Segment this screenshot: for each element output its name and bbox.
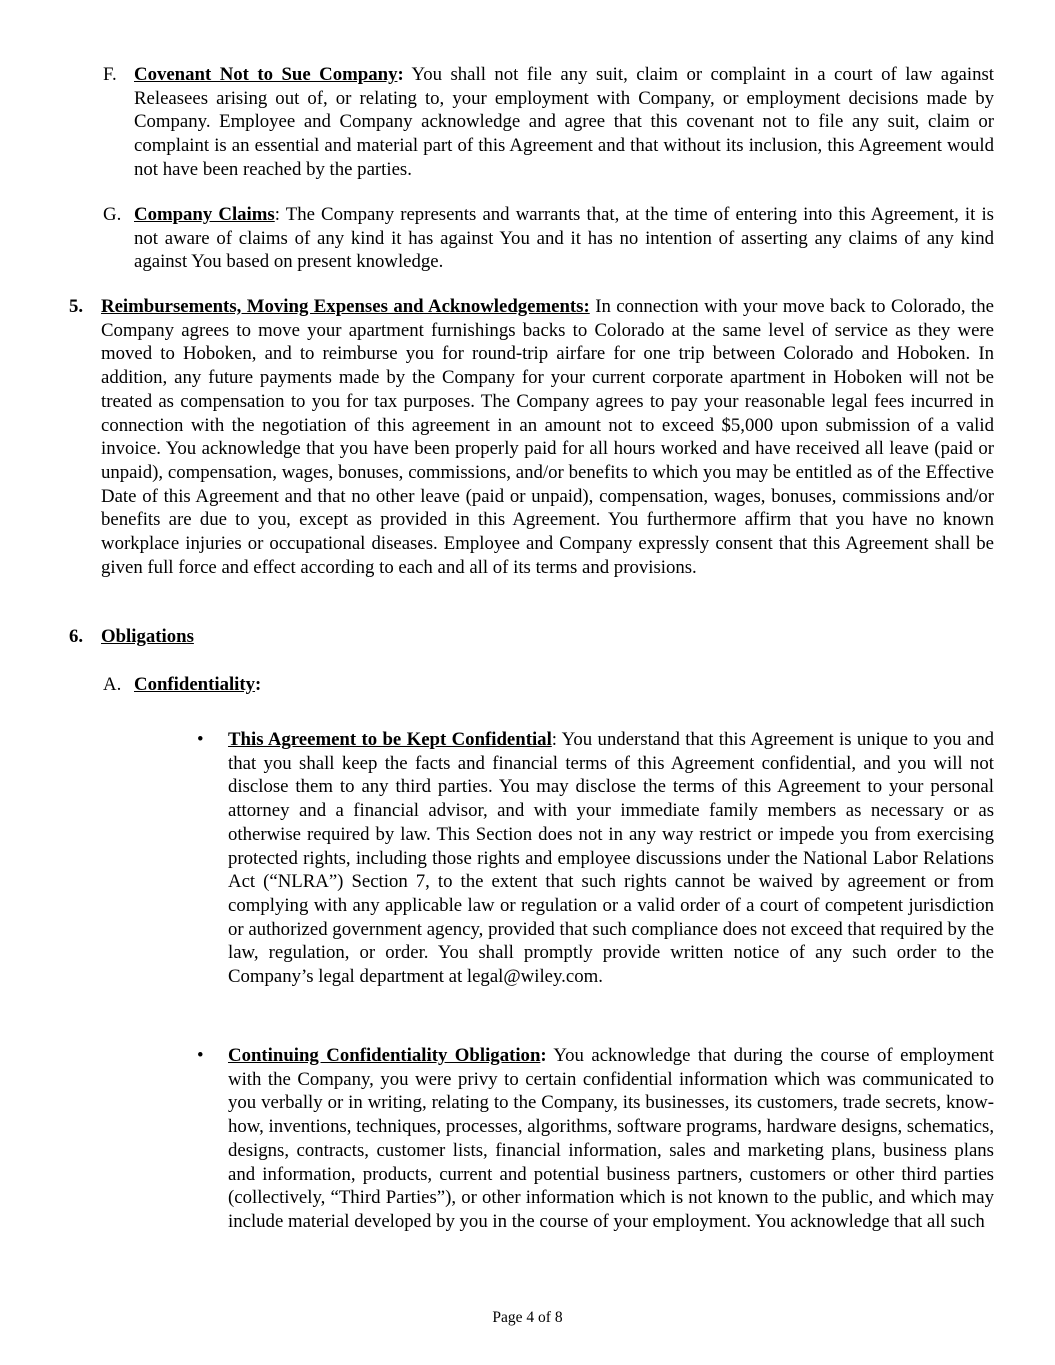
section-g [103, 203, 994, 274]
subsection-a [103, 673, 994, 697]
section-5-body: In connection with your move back to Colorado, the Company agrees to move your apartment furnishings backs to Colorado at the same level of service as they were moved to Hoboken, and to reimburse you for round-trip airfare for one trip between Colorado and Hoboken. In addition, any future payments made by the Company for your current corporate apartment in Hoboken will not be treated as compensation to you for tax purposes. The Company agrees to pay your reasonable legal fees incurred in connection with the negotiation of this agreement in an amount not to exceed $5,000 upon submission of a valid invoice. You acknowledge that you have been properly paid for all hours worked and have received all leave (paid or unpaid), compensation, wages, bonuses, commissions, and/or benefits to which you may be entitled as of the Effective Date of this Agreement and that no other leave (paid or unpaid), compensation, wages, bonuses, commissions and/or benefits are due to you, except as provided in this Agreement. You furthermore affirm that you have no known workplace injuries or occupational diseases. Employee and Company expressly consent that this Agreement shall be given full force and effect according to each and all of its terms and provisions. [101, 296, 994, 578]
section-5 [69, 295, 994, 579]
bullet-icon: • [197, 729, 204, 750]
section-6 [69, 625, 994, 649]
section-5-marker: 5. [69, 296, 84, 317]
section-f [103, 63, 994, 182]
section-6-title: Obligations [101, 626, 194, 647]
bullet-1-title: This Agreement to be Kept Confidential [228, 729, 552, 750]
bullet-item-continuing-confidentiality [197, 1044, 995, 1234]
bullet-2-paragraph [228, 1044, 994, 1234]
section-g-paragraph [134, 203, 994, 274]
section-g-marker: G. [103, 204, 122, 225]
section-f-body: You shall not file any suit, claim or complaint in a court of law against Releasees arising out of, or relating to, your employment with Company, or employment decisions made by Company. Employee and Company acknowledge and agree that this covenant not to file any suit, claim or complaint is an essential and material part of this Agreement and that without its inclusion, this Agreement would not have been reached by the parties. [134, 64, 994, 180]
subsection-a-title-punct: : [255, 674, 262, 695]
bullet-1-paragraph [228, 728, 994, 989]
bullet-2-title: Continuing Confidentiality Obligation [228, 1045, 541, 1066]
section-f-title: Covenant Not to Sue Company [134, 64, 398, 85]
bullet-2-body: You acknowledge that during the course of employment with the Company, you were privy to certain confidential information which was communicated to you verbally or in writing, relating to the Company, its businesses, its customers, trade secrets, know-how, inventions, techniques, processes, algorithms, software programs, hardware designs, schematics, designs, contracts, customer lists, financial information, sales and marketing plans, business plans and information, products, current and potential business partners, customers or other third parties (collectively, “Third Parties”), or other information which is not known to the public, and which may include material developed by you in the course of your employment. You acknowledge that all such [228, 1045, 995, 1232]
bullet-1-body: : You understand that this Agreement is unique to you and that you shall keep the facts and financial terms of this Agreement confidential, and you will not disclose them to any third parties. You may disclose the terms of this Agreement to your personal attorney and a financial advisor, and with your immediate family members as necessary or as otherwise required by law. This Section does not in any way restrict or impede you from exercising protected rights, including those rights and employee discussions under the National Labor Relations Act (“NLRA”) Section 7, to the extent that such rights cannot be waived by agreement or from complying with any applicable law or regulation or a valid order of a court of competent jurisdiction or authorized government agency, provided that such compliance does not exceed that required by the law, regulation, or order. You shall promptly provide written notice of any such order to the Company’s legal department at legal@wiley.com. [228, 729, 994, 988]
section-g-body: The Company represents and warrants that, at the time of entering into this Agreement, it is not aware of claims of any kind it has against You and it has no intention of asserting any claims of any kind against You based on present knowledge. [134, 204, 994, 273]
section-f-title-punct: : [397, 64, 404, 85]
bullet-item-confidential-agreement [197, 728, 994, 989]
section-6-marker: 6. [69, 626, 84, 647]
section-5-title: Reimbursements, Moving Expenses and Acknowledgements: [101, 296, 590, 317]
section-f-paragraph [134, 63, 994, 182]
section-f-marker: F. [103, 64, 117, 85]
bullet-icon: • [197, 1045, 204, 1066]
section-g-title: Company Claims [134, 204, 275, 225]
bullet-2-title-punct: : [540, 1045, 547, 1066]
subsection-a-marker: A. [103, 674, 122, 695]
subsection-a-title: Confidentiality [134, 674, 256, 695]
section-5-paragraph [101, 295, 994, 579]
page-number: Page 4 of 8 [492, 1309, 563, 1326]
section-g-title-punct: : [274, 204, 280, 225]
